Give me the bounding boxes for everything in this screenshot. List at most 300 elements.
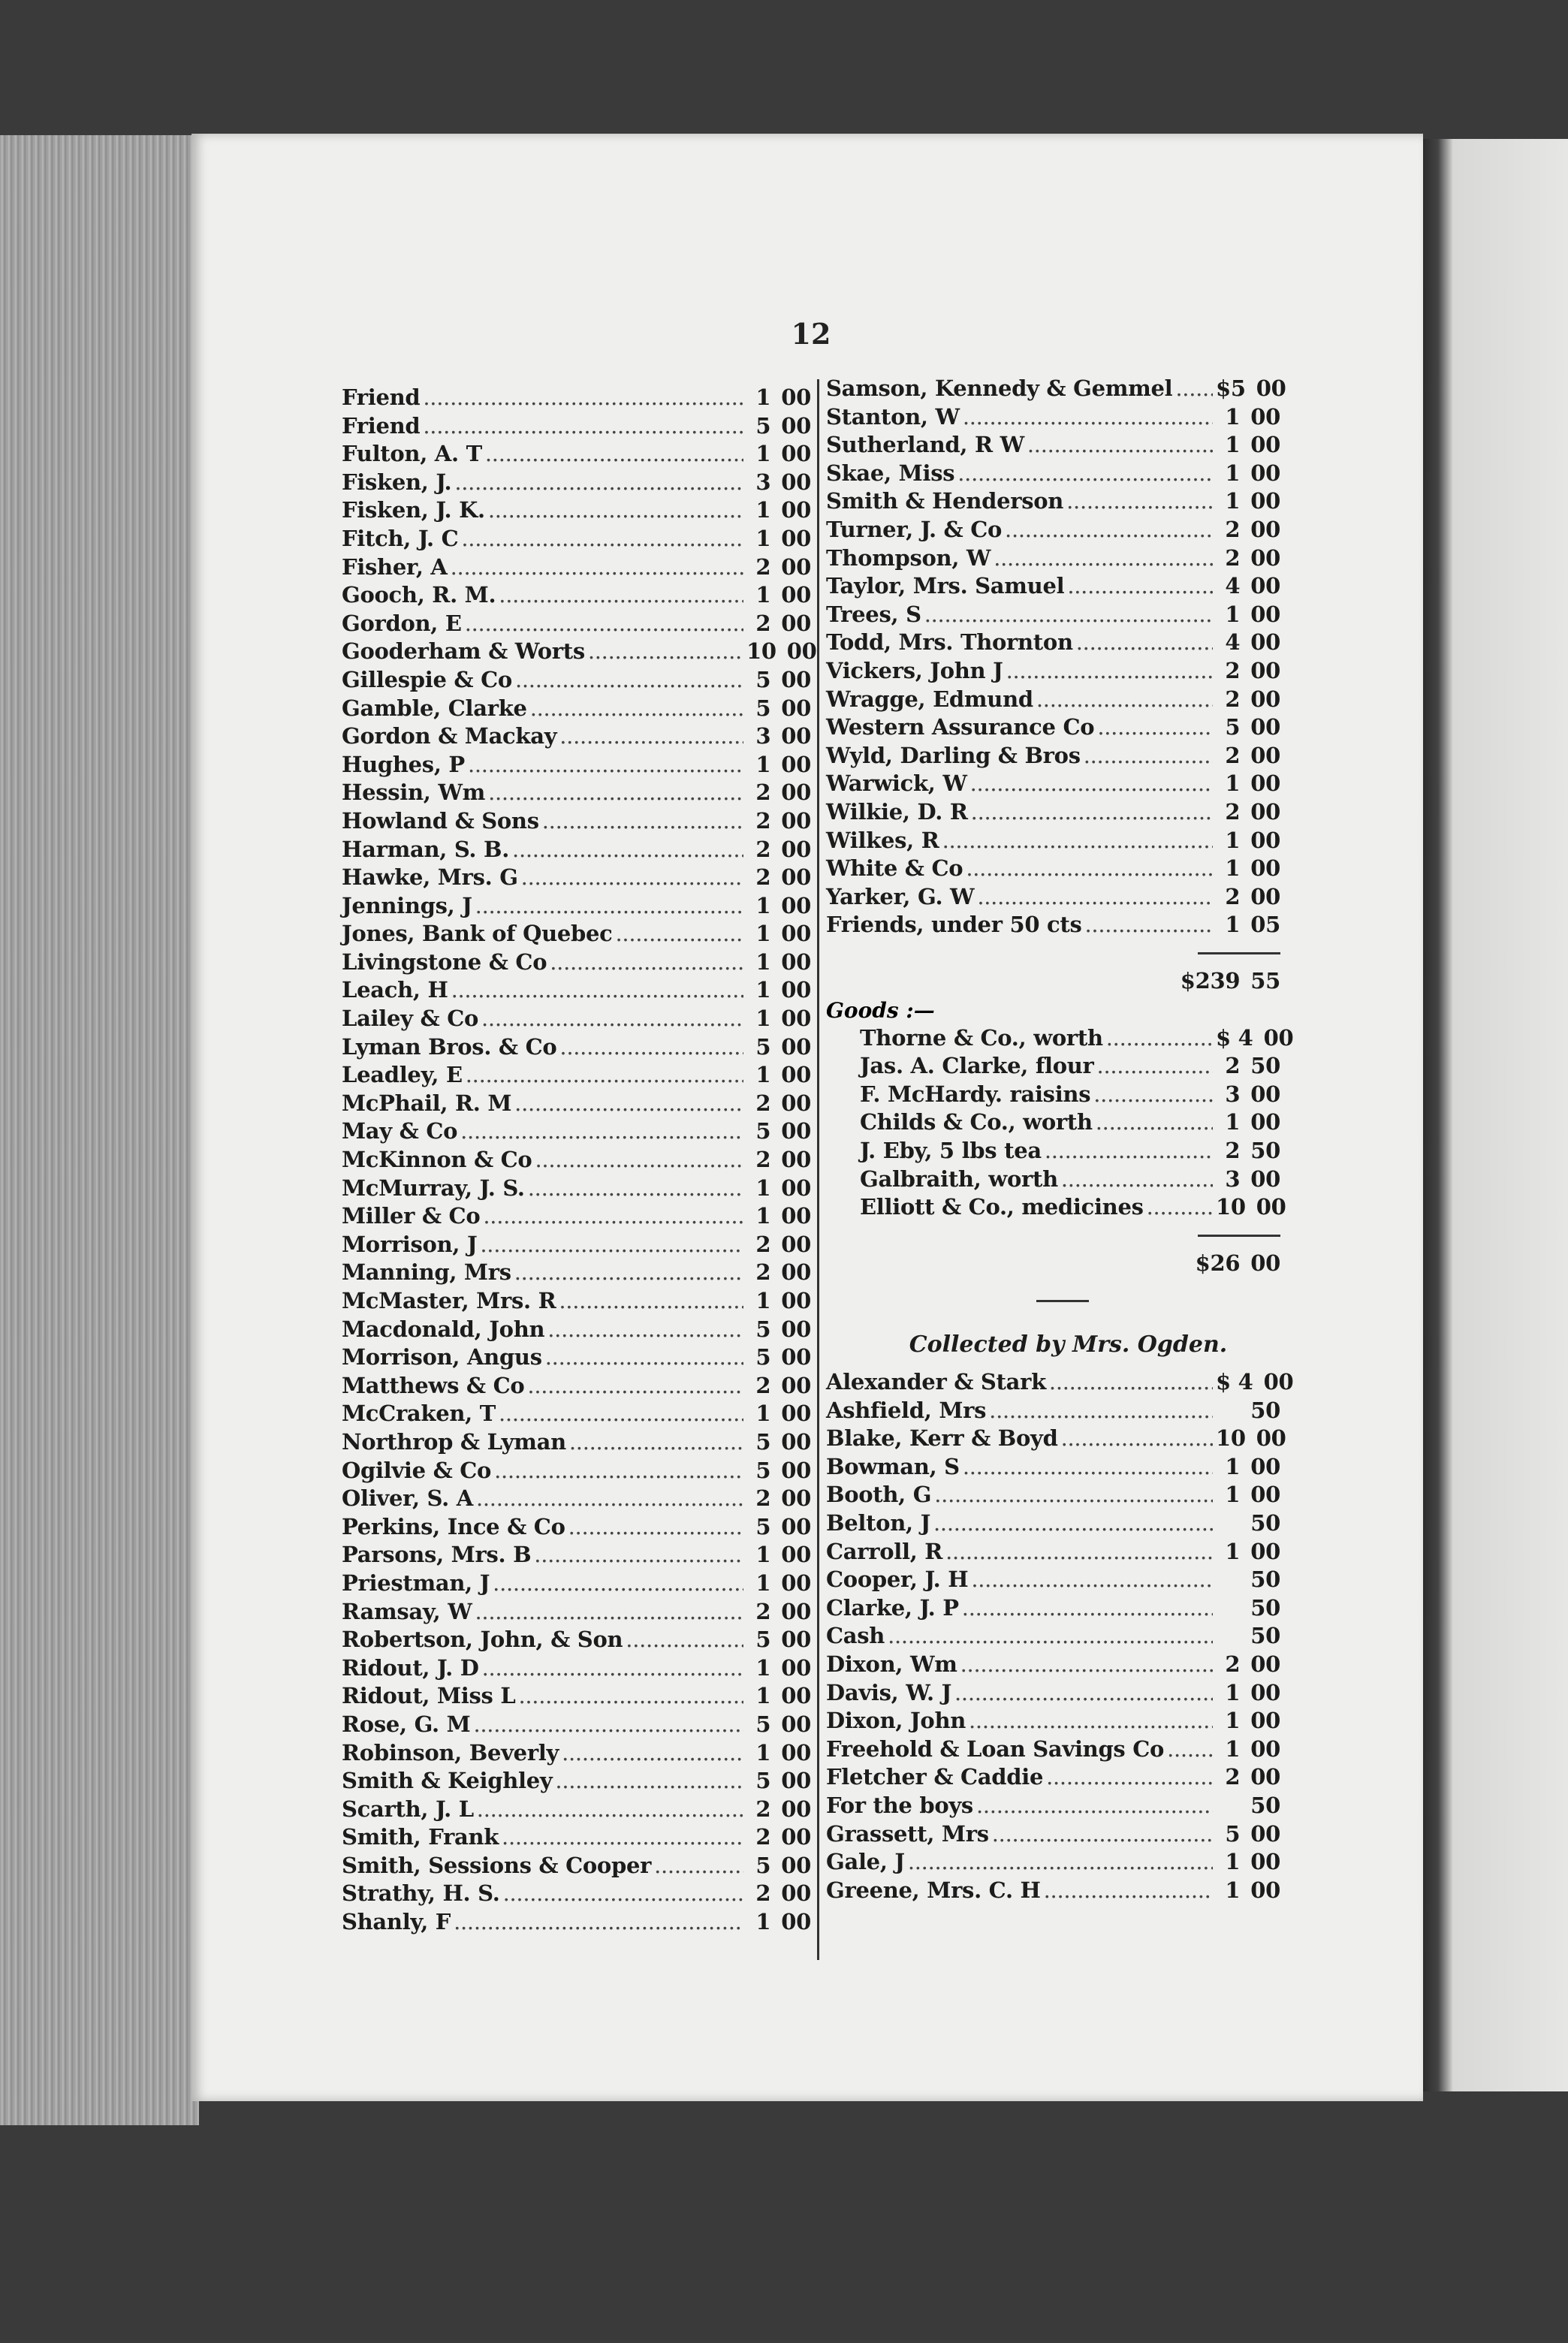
list-entry <box>342 1853 811 1881</box>
entry-name: Bowman, S <box>826 1453 960 1479</box>
list-entry <box>342 1344 811 1373</box>
entry-name: Perkins, Ince & Co <box>342 1513 565 1539</box>
entry-amount: 50 <box>1250 1509 1280 1536</box>
list-entry <box>342 949 811 978</box>
list-entry <box>826 1595 1280 1624</box>
list-entry <box>342 808 811 837</box>
list-entry <box>826 1793 1280 1821</box>
list-entry <box>342 1203 811 1232</box>
entry-amount: 2 00 <box>755 1090 811 1116</box>
leader-dots <box>423 384 743 410</box>
entry-name: Smith, Sessions & Cooper <box>342 1852 652 1878</box>
entry-amount: 1 00 <box>1225 1538 1280 1564</box>
list-entry <box>826 1024 1294 1054</box>
list-entry <box>826 1053 1280 1081</box>
entry-name: J. Eby, 5 lbs tea <box>860 1138 1042 1164</box>
entry-amount: 5 00 <box>755 1457 811 1483</box>
entry-amount: 2 00 <box>1225 742 1280 768</box>
entry-name: Smith, Frank <box>342 1824 499 1850</box>
leader-dots <box>530 695 743 721</box>
entry-amount: 1 00 <box>755 921 811 947</box>
entry-name: Fisken, J. <box>342 469 452 495</box>
entry-amount: 1 00 <box>755 948 811 975</box>
leader-dots <box>963 404 1213 430</box>
entry-name: Thompson, W <box>826 544 991 571</box>
leader-dots <box>994 545 1213 571</box>
entry-name: Miller & Co <box>342 1203 481 1229</box>
leader-dots <box>1046 1764 1213 1790</box>
entry-amount: 2 00 <box>1225 883 1280 909</box>
entry-amount: 50 <box>1250 1594 1280 1621</box>
entry-name: Northrop & Lyman <box>342 1428 566 1455</box>
leader-dots <box>481 1006 743 1031</box>
list-entry <box>342 1740 811 1769</box>
list-entry <box>826 375 1286 404</box>
list-entry <box>342 723 811 752</box>
entry-amount: 2 00 <box>755 1147 811 1173</box>
leader-dots <box>451 977 743 1003</box>
list-entry <box>826 828 1280 856</box>
entry-amount: 1 00 <box>755 1175 811 1201</box>
entry-name: Turner, J. & Co <box>826 516 1003 542</box>
list-entry <box>342 1006 811 1034</box>
entry-amount: 5 00 <box>755 1513 811 1539</box>
entry-name: Thorne & Co., worth <box>860 1024 1103 1051</box>
leader-dots <box>1036 686 1213 712</box>
entry-amount: 2 00 <box>755 836 811 862</box>
leader-dots <box>454 469 743 495</box>
leader-dots <box>460 1118 743 1144</box>
subtotal-amount: $239 55 <box>1180 968 1280 994</box>
entry-name: Fisken, J. K. <box>342 497 485 523</box>
leader-dots <box>466 1062 743 1087</box>
list-entry <box>826 1425 1286 1454</box>
list-entry <box>342 1118 811 1147</box>
list-entry <box>342 582 811 611</box>
entry-name: Alexander & Stark <box>826 1369 1046 1395</box>
leader-dots <box>488 779 743 805</box>
leader-dots <box>1147 1194 1213 1220</box>
leader-dots <box>468 752 743 777</box>
leader-dots <box>454 1909 743 1934</box>
entry-amount: 2 00 <box>1225 798 1280 825</box>
leader-dots <box>547 1316 743 1342</box>
list-entry <box>342 1627 811 1655</box>
list-entry <box>342 921 811 949</box>
entry-name: Vickers, John J <box>826 657 1003 683</box>
leader-dots <box>423 413 743 439</box>
entry-amount: 5 00 <box>755 1344 811 1371</box>
leader-dots <box>451 554 743 580</box>
entry-name: Lailey & Co <box>342 1006 479 1032</box>
list-entry <box>342 1711 811 1740</box>
leader-dots <box>559 1034 743 1060</box>
leader-dots <box>970 770 1213 796</box>
list-entry <box>826 573 1280 602</box>
entry-name: Fisher, A <box>342 553 448 580</box>
entry-amount: 1 00 <box>1225 1849 1280 1875</box>
entry-name: Manning, Mrs <box>342 1259 511 1286</box>
entry-name: Priestman, J <box>342 1570 490 1596</box>
leader-dots <box>989 1398 1213 1423</box>
leader-dots <box>555 1768 743 1793</box>
leader-dots <box>1096 1109 1213 1135</box>
entry-name: Ramsay, W <box>342 1598 472 1624</box>
leader-dots <box>535 1147 743 1172</box>
entry-amount: 5 00 <box>755 695 811 721</box>
leader-dots <box>499 1401 743 1426</box>
entry-amount: 1 00 <box>1225 1453 1280 1479</box>
leader-dots <box>461 526 743 551</box>
entry-amount: 5 00 <box>755 1768 811 1794</box>
leader-dots <box>1167 1736 1213 1762</box>
section-separator <box>826 1279 1280 1321</box>
entry-name: McPhail, R. M <box>342 1090 512 1116</box>
entry-amount: 2 50 <box>1225 1053 1280 1079</box>
entry-amount: 5 00 <box>755 1627 811 1653</box>
entry-name: Skae, Miss <box>826 460 955 486</box>
leader-dots <box>568 1514 743 1539</box>
leader-dots <box>933 1510 1213 1536</box>
entry-amount: 1 00 <box>755 1203 811 1229</box>
goods-subtotal-amount: $26 00 <box>1195 1250 1280 1277</box>
leader-dots <box>626 1627 743 1652</box>
entry-amount: 2 00 <box>1225 516 1280 542</box>
list-entry <box>826 488 1280 517</box>
entry-amount: 2 00 <box>1225 1651 1280 1677</box>
list-entry <box>826 545 1280 574</box>
entry-name: Friend <box>342 412 421 439</box>
entry-amount: 2 00 <box>755 553 811 580</box>
entry-amount: 5 00 <box>755 1428 811 1455</box>
leader-dots <box>1085 912 1213 937</box>
entry-name: Jones, Bank of Quebec <box>342 921 613 947</box>
leader-dots <box>515 667 743 692</box>
leader-dots <box>527 1373 743 1398</box>
entry-amount: 5 00 <box>1225 1820 1280 1847</box>
list-entry <box>342 1683 811 1711</box>
entry-name: Fitch, J. C <box>342 525 459 551</box>
entry-amount: 1 00 <box>1225 403 1280 430</box>
goods-subtotal-rule <box>826 1223 1280 1251</box>
list-entry <box>826 517 1280 545</box>
goods-list <box>826 1024 1294 1223</box>
entry-amount: 4 00 <box>1225 629 1280 656</box>
leader-dots <box>1097 714 1213 740</box>
entry-amount: 50 <box>1250 1623 1280 1649</box>
list-entry <box>342 864 811 893</box>
leader-dots <box>559 1288 743 1313</box>
list-entry <box>826 743 1280 771</box>
entry-amount: 5 00 <box>755 1711 811 1737</box>
entry-amount: 1 00 <box>755 1401 811 1427</box>
list-entry <box>826 1821 1280 1850</box>
entry-amount: 2 50 <box>1225 1138 1280 1164</box>
leader-dots <box>1061 1166 1213 1192</box>
list-entry <box>826 1651 1280 1680</box>
leader-dots <box>465 611 743 636</box>
leader-dots <box>1006 658 1213 683</box>
entry-amount: 2 00 <box>755 1880 811 1907</box>
entry-amount: 1 00 <box>755 497 811 523</box>
leader-dots <box>542 808 743 834</box>
entry-amount: 1 00 <box>755 1570 811 1596</box>
list-entry <box>342 638 817 667</box>
leader-dots <box>1061 1425 1213 1451</box>
entry-amount: 1 00 <box>1225 1877 1280 1903</box>
list-entry <box>342 1909 811 1937</box>
list-entry <box>342 1570 811 1599</box>
leader-dots <box>908 1849 1213 1874</box>
list-entry <box>342 1316 811 1345</box>
entry-name: Friends, under 50 cts <box>826 912 1082 938</box>
list-entry <box>826 1194 1286 1223</box>
entry-amount: 10 00 <box>1216 1425 1286 1452</box>
list-entry <box>826 1454 1280 1482</box>
entry-amount: 2 00 <box>755 779 811 806</box>
leader-dots <box>550 949 743 975</box>
entry-name: Sutherland, R W <box>826 432 1024 458</box>
leader-dots <box>1027 432 1213 457</box>
entry-name: Gordon, E <box>342 610 462 636</box>
leader-dots <box>482 1655 743 1681</box>
entry-amount: $ 4 00 <box>1216 1369 1294 1395</box>
leader-dots <box>992 1821 1213 1847</box>
list-entry <box>342 1514 811 1542</box>
leader-dots <box>654 1853 743 1878</box>
leader-dots <box>954 1680 1213 1705</box>
leader-dots <box>976 1793 1213 1818</box>
leader-dots <box>969 1708 1213 1733</box>
entry-name: Cash <box>826 1623 885 1649</box>
entry-amount: 5 00 <box>755 1118 811 1144</box>
list-entry <box>826 1109 1280 1138</box>
list-entry <box>342 1373 811 1401</box>
entry-name: Western Assurance Co <box>826 714 1095 740</box>
leader-dots <box>945 1539 1213 1564</box>
entry-name: Wilkie, D. R <box>826 798 968 825</box>
entry-name: Carroll, R <box>826 1538 943 1564</box>
leader-dots <box>545 1344 743 1370</box>
entry-name: McMaster, Mrs. R <box>342 1288 556 1313</box>
list-entry <box>826 1081 1280 1110</box>
list-entry <box>826 884 1280 912</box>
entry-amount: 1 00 <box>1225 432 1280 458</box>
entry-amount: 1 00 <box>1225 855 1280 882</box>
entry-name: Leach, H <box>342 977 448 1003</box>
entry-amount: 3 00 <box>1225 1165 1280 1192</box>
entry-amount: 5 00 <box>755 1316 811 1342</box>
entry-name: Stanton, W <box>826 403 960 430</box>
entry-name: Ashfield, Mrs <box>826 1397 987 1423</box>
list-entry <box>342 1485 811 1514</box>
entry-amount: 1 00 <box>755 892 811 918</box>
entry-name: Galbraith, worth <box>860 1165 1058 1192</box>
leader-dots <box>499 582 743 608</box>
entry-amount: 50 <box>1250 1397 1280 1423</box>
list-entry <box>826 1623 1280 1651</box>
entry-amount: 5 00 <box>755 1852 811 1878</box>
left-column <box>342 384 817 1937</box>
list-entry <box>342 667 811 695</box>
entry-amount: 1 00 <box>1225 1482 1280 1508</box>
entry-amount: 1 00 <box>755 977 811 1003</box>
leader-dots <box>1045 1138 1213 1163</box>
entry-name: Dixon, John <box>826 1708 966 1734</box>
entry-amount: 1 00 <box>1225 1679 1280 1705</box>
entry-name: Gooch, R. M. <box>342 582 496 608</box>
entry-amount: 1 00 <box>1225 488 1280 514</box>
leader-dots <box>480 1232 743 1257</box>
list-entry <box>342 1880 811 1909</box>
list-entry <box>342 1090 811 1119</box>
list-entry <box>342 893 811 921</box>
entry-name: Trees, S <box>826 601 921 627</box>
entry-name: Warwick, W <box>826 770 967 797</box>
entry-name: Belton, J <box>826 1509 931 1536</box>
entry-amount: 10 00 <box>746 638 817 665</box>
collected-heading: Collected by Mrs. Ogden. <box>909 1331 1228 1358</box>
leader-dots <box>521 864 743 890</box>
list-entry <box>342 469 811 498</box>
entry-name: McMurray, J. S. <box>342 1175 525 1201</box>
entry-name: Yarker, G. W <box>826 883 975 909</box>
leader-dots <box>1067 573 1213 599</box>
leader-dots <box>1044 1877 1213 1903</box>
list-entry <box>342 779 811 808</box>
entry-name: Livingstone & Co <box>342 948 547 975</box>
list-entry <box>342 1175 811 1204</box>
entry-name: Booth, G <box>826 1482 932 1508</box>
entry-amount: 1 00 <box>755 1288 811 1313</box>
entry-name: Leadley, E <box>342 1062 463 1088</box>
leader-dots <box>960 1651 1213 1677</box>
entry-name: Robinson, Beverly <box>342 1739 559 1766</box>
entry-amount: 50 <box>1250 1792 1280 1818</box>
entry-amount: 1 00 <box>755 525 811 551</box>
list-entry <box>342 441 811 469</box>
entry-name: Childs & Co., worth <box>860 1109 1093 1135</box>
entry-name: Wyld, Darling & Bros <box>826 742 1081 768</box>
leader-dots <box>559 723 743 749</box>
leader-dots <box>476 1485 743 1511</box>
leader-dots <box>888 1623 1213 1648</box>
entry-amount: 5 00 <box>755 412 811 439</box>
entry-amount: $ 4 00 <box>1216 1024 1294 1051</box>
entry-amount: 10 00 <box>1216 1194 1286 1220</box>
leader-dots <box>1066 488 1213 514</box>
entry-name: White & Co <box>826 855 963 882</box>
list-entry <box>826 1138 1280 1166</box>
list-entry <box>342 1259 811 1288</box>
list-entry <box>342 752 811 780</box>
entry-amount: 5 00 <box>755 666 811 692</box>
right-list <box>826 375 1286 940</box>
entry-amount: 1 00 <box>1225 1708 1280 1734</box>
leader-dots <box>1049 1369 1213 1395</box>
list-entry <box>342 1796 811 1825</box>
entry-name: Macdonald, John <box>342 1316 545 1342</box>
leader-dots <box>562 1740 743 1766</box>
leader-dots <box>494 1458 743 1483</box>
leader-dots <box>588 638 743 664</box>
leader-dots <box>1093 1081 1213 1107</box>
entry-amount: 1 00 <box>1225 460 1280 486</box>
entry-amount: 1 05 <box>1225 912 1280 938</box>
entry-amount: 1 00 <box>755 384 811 410</box>
entry-amount: 2 00 <box>1225 544 1280 571</box>
leader-dots <box>1084 743 1213 768</box>
list-entry <box>826 1510 1280 1539</box>
entry-amount: 2 00 <box>755 1796 811 1822</box>
list-entry <box>342 1599 811 1627</box>
entry-name: Fulton, A. T <box>342 441 482 467</box>
goods-subtotal-row <box>826 1250 1280 1279</box>
leader-dots <box>514 1090 743 1116</box>
list-entry <box>342 554 811 583</box>
entry-amount: 3 00 <box>1225 1081 1280 1107</box>
list-entry <box>826 686 1280 715</box>
leader-dots <box>971 1567 1213 1592</box>
entry-amount: 2 00 <box>755 1598 811 1624</box>
entry-name: Rose, G. M <box>342 1711 471 1737</box>
list-entry <box>826 1736 1280 1765</box>
list-entry <box>826 658 1280 686</box>
leader-dots <box>534 1542 743 1567</box>
leader-dots <box>528 1175 743 1201</box>
list-entry <box>826 770 1280 799</box>
entry-amount: 1 00 <box>1225 770 1280 797</box>
entry-name: Matthews & Co <box>342 1372 525 1398</box>
entry-name: Blake, Kerr & Boyd <box>826 1425 1058 1452</box>
list-entry <box>342 384 811 413</box>
list-entry <box>826 432 1280 460</box>
entry-amount: 2 00 <box>755 610 811 636</box>
entry-name: Parsons, Mrs. B <box>342 1542 532 1568</box>
entry-name: Gale, J <box>826 1849 905 1875</box>
entry-amount: 2 00 <box>1225 657 1280 683</box>
list-entry <box>826 460 1280 489</box>
list-entry <box>342 1768 811 1796</box>
list-entry <box>342 1034 811 1063</box>
entry-name: Cooper, J. H <box>826 1567 969 1593</box>
entry-name: May & Co <box>342 1118 458 1144</box>
list-entry <box>826 1482 1280 1510</box>
entry-name: Samson, Kennedy & Gemmel <box>826 375 1173 401</box>
book-spine-edge <box>0 135 199 2125</box>
list-entry <box>342 526 811 554</box>
leader-dots <box>512 837 743 862</box>
leader-dots <box>493 1570 743 1596</box>
entry-amount: 2 00 <box>755 1824 811 1850</box>
entry-amount: 2 00 <box>755 1485 811 1512</box>
entry-amount: 5 00 <box>1225 714 1280 740</box>
leader-dots <box>518 1683 743 1708</box>
list-entry <box>342 497 811 526</box>
list-entry <box>342 1288 811 1316</box>
entry-name: Oliver, S. A <box>342 1485 473 1512</box>
entry-amount: 5 00 <box>755 1033 811 1060</box>
list-entry <box>826 404 1280 433</box>
list-entry <box>826 1398 1280 1426</box>
entry-name: Gordon & Mackay <box>342 723 557 749</box>
list-entry <box>826 1849 1280 1877</box>
entry-name: Hawke, Mrs. G <box>342 864 518 891</box>
entry-name: Grassett, Mrs <box>826 1820 989 1847</box>
entry-name: Howland & Sons <box>342 807 539 834</box>
entry-name: Dixon, Wm <box>826 1651 957 1677</box>
list-entry <box>826 855 1280 884</box>
